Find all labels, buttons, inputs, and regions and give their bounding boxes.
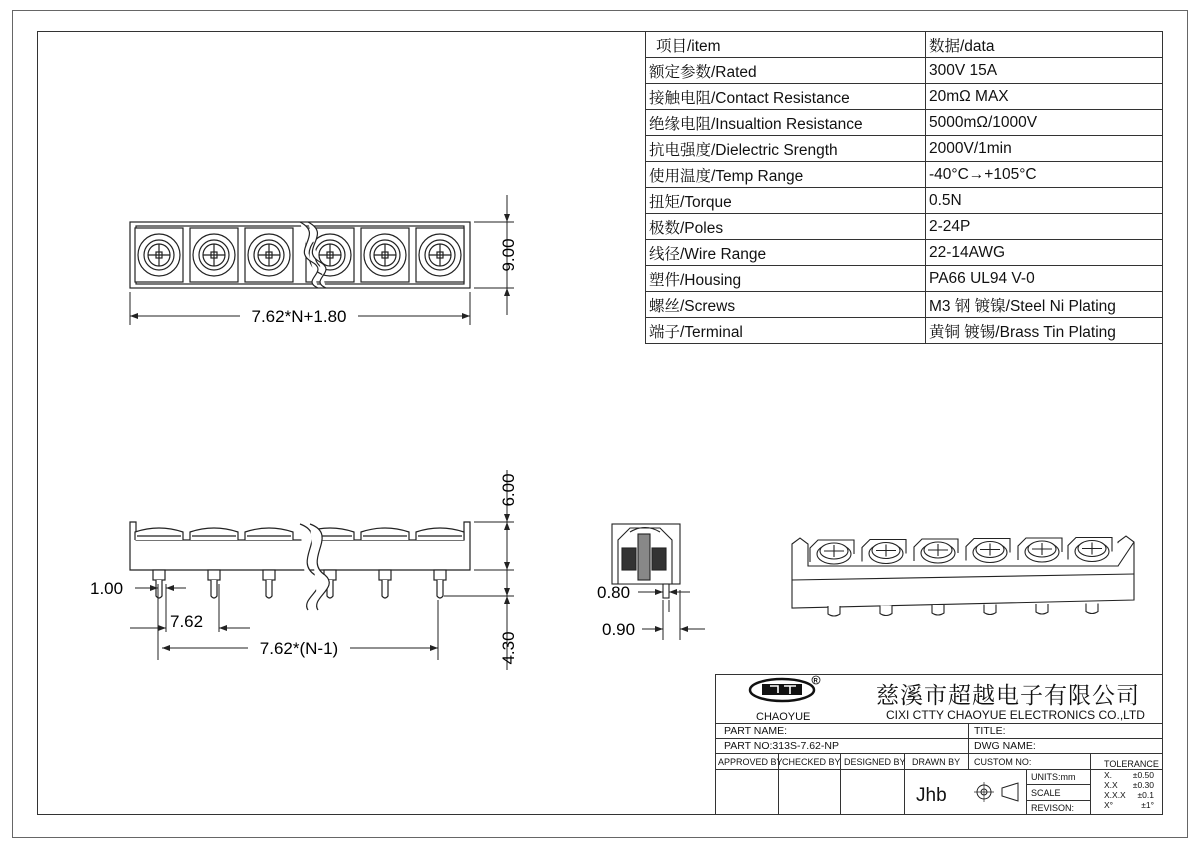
company-cn: 慈溪市超越电子有限公司 <box>876 682 1140 708</box>
checked-by: CHECKED BY <box>782 757 841 767</box>
scale: SCALE <box>1031 788 1061 798</box>
custom-no: CUSTOM NO: <box>974 757 1032 767</box>
spec-data: 黄铜 镀锡/Brass Tin Plating <box>926 318 1163 344</box>
approved-by: APPROVED BY <box>718 757 783 767</box>
dim-pin-width: 1.00 <box>90 579 124 598</box>
tolerance-key: X.X <box>1104 780 1118 790</box>
drawn-by: DRAWN BY <box>912 757 961 767</box>
tolerance-key: X. <box>1104 770 1113 780</box>
side-pin <box>379 570 391 598</box>
top-screw-icon <box>190 228 238 282</box>
top-view <box>130 222 470 288</box>
side-pin <box>434 570 446 598</box>
side-screw-head <box>245 528 293 540</box>
tolerance-value: ±0.50 <box>1132 770 1154 780</box>
top-screw-icon <box>245 228 293 282</box>
spec-item: 端子/Terminal <box>646 318 926 344</box>
top-screw-icon <box>416 228 464 282</box>
dim-side-top: 6.00 <box>499 473 518 507</box>
spec-data: 300V 15A <box>926 58 1163 84</box>
dim-pin-span: 7.62*(N-1) <box>259 639 339 658</box>
tolerance-title: TOLERANCE <box>1104 759 1159 769</box>
spec-item: 额定参数/Rated <box>646 58 926 84</box>
tolerance-key: X° <box>1104 800 1114 810</box>
tolerance-list <box>1104 770 1160 810</box>
spec-item: 扭矩/Torque <box>646 188 926 214</box>
side-screw-head <box>361 528 409 540</box>
spec-item: 抗电强度/Dielectric Srength <box>646 136 926 162</box>
spec-data: 0.5N <box>926 188 1163 214</box>
dim-pitch: 7.62 <box>170 612 204 631</box>
tolerance-value: ±0.1 <box>1137 790 1154 800</box>
tolerance-value: ±0.30 <box>1132 780 1154 790</box>
spec-header-data: 数据/data <box>926 32 1163 58</box>
side-screw-head <box>416 528 464 540</box>
dim-section-a: 0.80 <box>597 583 631 602</box>
spec-data: 20mΩ MAX <box>926 84 1163 110</box>
title-block <box>715 674 1163 815</box>
spec-item: 螺丝/Screws <box>646 292 926 318</box>
spec-data: 22-14AWG <box>926 240 1163 266</box>
revision: REVISON: <box>1031 803 1075 813</box>
side-view <box>130 522 470 610</box>
part-name-label: PART NAME: <box>724 725 788 737</box>
spec-data: -40°C→+105°C <box>926 162 1163 188</box>
spec-data: 2000V/1min <box>926 136 1163 162</box>
spec-data: M3 钢 镀镍/Steel Ni Plating <box>926 292 1163 318</box>
side-pin <box>263 570 275 598</box>
side-screw-head <box>135 528 183 540</box>
isometric-view <box>792 536 1134 616</box>
top-screw-icon <box>135 228 183 282</box>
tolerance-value: ±1° <box>1141 800 1154 810</box>
spec-data: PA66 UL94 V-0 <box>926 266 1163 292</box>
spec-item: 塑件/Housing <box>646 266 926 292</box>
top-screw-icon <box>361 228 409 282</box>
dim-section-b: 0.90 <box>602 620 636 639</box>
title-label: TITLE: <box>974 725 1006 737</box>
section-dims <box>638 590 705 640</box>
dwg-name-label: DWG NAME: <box>974 740 1036 752</box>
side-pin <box>208 570 220 598</box>
spec-item: 绝缘电阻/Insualtion Resistance <box>646 110 926 136</box>
spec-item: 线径/Wire Range <box>646 240 926 266</box>
spec-header-item: 项目/item <box>646 32 926 58</box>
designed-by: DESIGNED BY <box>844 757 906 767</box>
projection-symbol-icon <box>972 777 1024 807</box>
side-pin <box>153 570 165 598</box>
company-en: CIXI CTTY CHAOYUE ELECTRONICS CO.,LTD <box>886 708 1145 722</box>
spec-item: 接触电阻/Contact Resistance <box>646 84 926 110</box>
drawn-by-value: Jhb <box>916 785 947 806</box>
part-no: PART NO:313S-7.62-NP <box>724 740 839 752</box>
logo-text: CHAOYUE <box>756 711 811 723</box>
dim-top-height: 9.00 <box>499 238 518 272</box>
spec-data: 5000mΩ/1000V <box>926 110 1163 136</box>
units: UNITS:mm <box>1031 772 1076 782</box>
side-screw-head <box>190 528 238 540</box>
spec-item: 极数/Poles <box>646 214 926 240</box>
svg-text:R: R <box>813 678 818 685</box>
tolerance-key: X.X.X <box>1104 790 1126 800</box>
spec-item: 使用温度/Temp Range <box>646 162 926 188</box>
spec-data: 2-24P <box>926 214 1163 240</box>
dim-top-width: 7.62*N+1.80 <box>251 307 347 326</box>
dim-pin-length: 4.30 <box>499 631 518 665</box>
